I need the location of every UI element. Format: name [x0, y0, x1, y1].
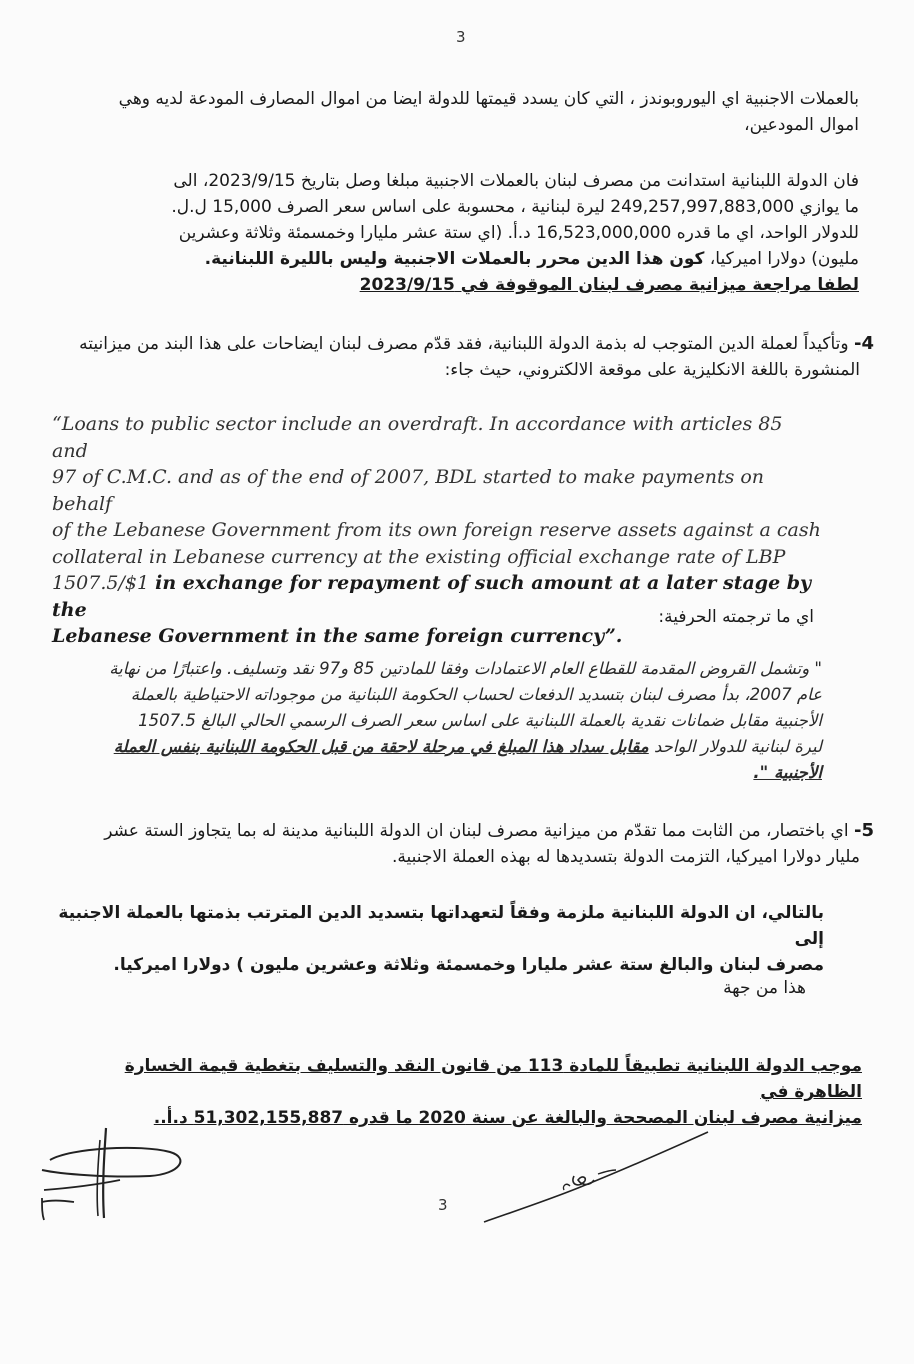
- intro-paragraph: [59, 86, 859, 138]
- intro-line-2: اموال المودعين،: [744, 115, 859, 135]
- quote-line-1: “Loans to public sector include an overdraft. In accordance with articles 85 and: [52, 413, 783, 462]
- conclusion-line-2: مصرف لبنان والبالغ ستة عشر مليارا وخمسمئة وثلاثة وعشرين مليون ) دولارا اميركيا.: [113, 955, 824, 975]
- quote-line-5-normal: 1507.5/$1: [52, 572, 156, 594]
- debt-line-5-reference: لطفا مراجعة ميزانية مصرف لبنان الموقوفة في 2023/9/15: [359, 275, 859, 295]
- item-4: [54, 331, 874, 383]
- section-divider-phrase: [506, 975, 806, 1001]
- ar-quote-line-2: عام 2007، بدأ مصرف لبنان بتسديد الدفعات لحساب الحكومة اللبنانية من موجوداته الاحتياطية بالعملة: [130, 685, 822, 704]
- item-5: [54, 818, 874, 870]
- conclusion-line-1: بالتالي، ان الدولة اللبنانية ملزمة وفقاً لتعهداتها بتسديد الدين المترتب بذمتها بالعملة الاجنبية إلى: [58, 903, 824, 949]
- left-signature-icon: [30, 1118, 200, 1228]
- ar-quote-line-4: [52, 734, 822, 760]
- conclusion-paragraph: [44, 900, 824, 978]
- ar-quote-line-4-normal: ليرة لبنانية للدولار الواحد: [648, 737, 822, 756]
- article-113-line-2: ميزانية مصرف لبنان المصححة والبالغة عن سنة 2020 ما قدره 51,302,155,887 د.أ..: [153, 1108, 862, 1128]
- debt-line-4-bold: كون هذا الدين محرر بالعملات الاجنبية وليس بالليرة اللبنانية.: [204, 249, 705, 269]
- item-5-number: 5-: [853, 820, 874, 841]
- arabic-translation-quote: [52, 656, 822, 786]
- debt-line-3: للدولار الواحد، اي ما قدره 16,523,000,000 د.أ. (اي ستة عشر مليارا وخمسمئة وثلاثة وعشرين: [178, 223, 859, 243]
- quote-line-4: collateral in Lebanese currency at the existing official exchange rate of LBP: [52, 545, 786, 568]
- item-4-line-1-text: وتأكيداً لعملة الدين المتوجب له بذمة الدولة اللبنانية، فقد قدّم مصرف لبنان ايضاحات على هذا البند من ميزانيته: [79, 334, 849, 354]
- item-5-line-1: [54, 818, 874, 844]
- quote-line-3: of the Lebanese Government from its own foreign reserve assets against a cash: [52, 519, 821, 541]
- debt-line-4-normal: مليون) دولارا اميركيا،: [704, 249, 859, 269]
- translation-heading-text: اي ما ترجمته الحرفية:: [658, 607, 814, 627]
- ar-quote-line-5: الأجنبية ".: [753, 763, 822, 782]
- item-4-line-1: [54, 331, 874, 357]
- item-4-number: 4-: [853, 333, 874, 354]
- debt-line-1: فان الدولة اللبنانية استدانت من مصرف لبنان بالعملات الاجنبية مبلغا وصل بتاريخ 2023/9/15، الى: [173, 171, 859, 191]
- quote-line-2: 97 of C.M.C. and as of the end of 2007, BDL started to make payments on behalf: [52, 466, 765, 515]
- debt-line-2: ما يوازي 249,257,997,883,000 ليرة لبنانية ، محسوبة على اساس سعر الصرف 15,000 ل.ل.: [171, 197, 859, 217]
- quote-line-5-bold: in exchange for repayment of such amount at a later stage by the: [52, 572, 812, 621]
- ar-quote-line-3: الأجنبية مقابل ضمانات نقدية بالعملة اللبنانية على اساس سعر الصرف الرسمي الحالي البالغ 1507.5: [138, 711, 822, 730]
- right-signature-icon: [478, 1128, 718, 1228]
- ar-quote-line-4-bold: مقابل سداد هذا المبلغ في مرحلة لاحقة من قبل الحكومة اللبنانية بنفس العملة: [113, 737, 649, 756]
- ar-quote-line-1: " وتشمل القروض المقدمة للقطاع العام الاعتمادات وفقا للمادتين 85 و97 نقد وتسليف. واعتبارًا من نهاية: [109, 659, 822, 678]
- debt-paragraph: [89, 168, 859, 298]
- page-number-bottom: 3: [438, 1196, 448, 1214]
- translation-heading: [414, 604, 814, 630]
- item-4-line-2: المنشورة باللغة الانكليزية على موقعة الالكتروني، حيث جاء:: [444, 360, 860, 380]
- item-5-line-2: مليار دولارا اميركيا، التزمت الدولة بتسديدها له بهذه العملة الاجنبية.: [391, 847, 860, 867]
- article-113-line-1: موجب الدولة اللبنانية تطبيقاً للمادة 113 من قانون النقد والتسليف بتغطية قيمة الخسارة الظاهرة في: [124, 1056, 862, 1102]
- debt-line-4: [89, 246, 859, 272]
- page-number-top: 3: [456, 28, 466, 46]
- hatha-min-jiha-text: هذا من جهة: [723, 978, 806, 998]
- intro-line-1: بالعملات الاجنبية اي اليوروبوندز ، التي كان يسدد قيمتها للدولة ايضا من اموال المصارف المودعة لديه وهي: [118, 89, 859, 109]
- item-5-line-1-text: اي باختصار، من الثابت مما تقدّم من ميزانية مصرف لبنان ان الدولة اللبنانية مدينة له بما يتجاوز الستة عشر: [104, 821, 849, 841]
- quote-line-6: Lebanese Government in the same foreign currency”.: [52, 625, 623, 647]
